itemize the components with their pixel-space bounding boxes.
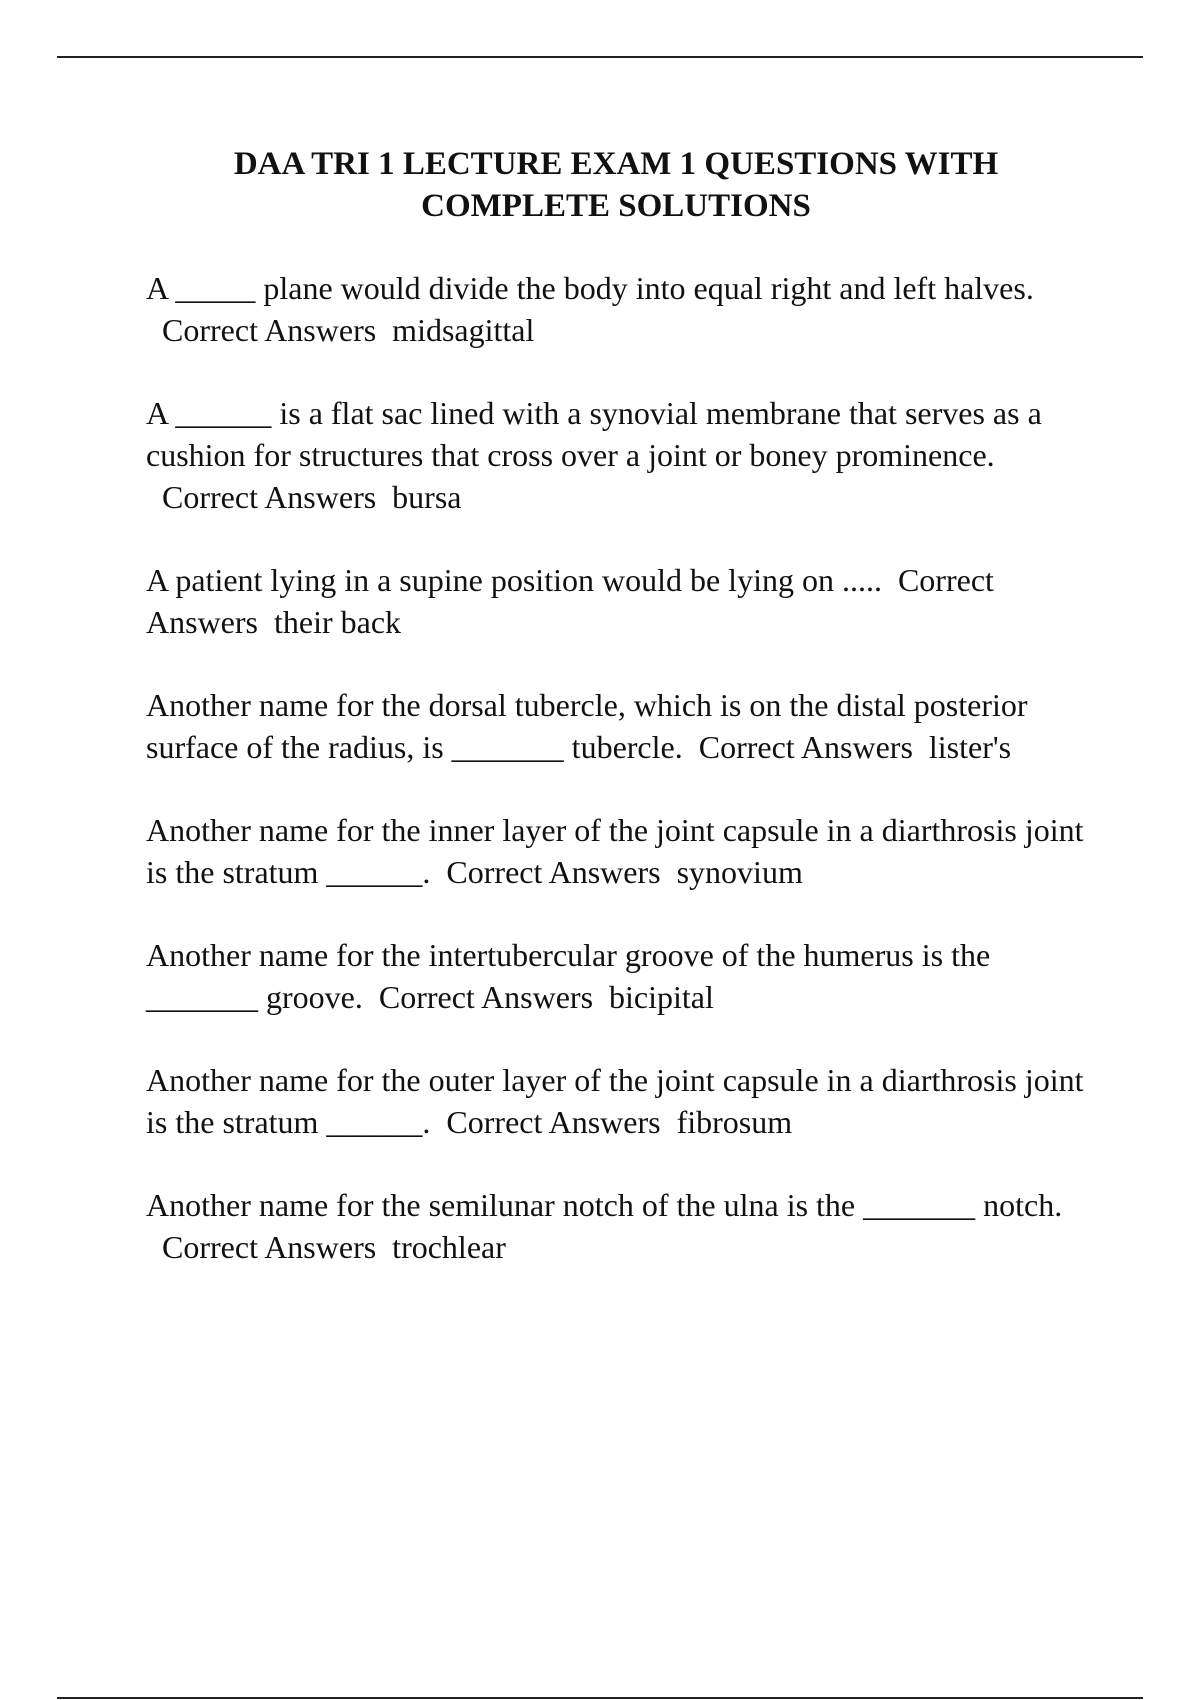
answer-text: synovium [676,854,803,890]
answer-label: Correct Answers [162,1229,377,1265]
question-text: A ______ is a flat sac lined with a synovial membrane that serves as a cushion for structures that cross over a joint or boney prominence. [146,395,1042,473]
qa-item [146,934,1086,1018]
answer-text: their back [273,604,402,640]
bottom-rule [57,1697,1143,1699]
qa-item [146,392,1086,518]
qa-item [146,1059,1086,1143]
answer-label: Correct Answers [446,854,661,890]
question-text: Another name for the semilunar notch of the ulna is the _______ notch. [146,1187,1063,1223]
answer-text: fibrosum [676,1104,793,1140]
qa-item [146,559,1086,643]
question-text: Another name for the intertubercular groove of the humerus is the _______ groove. [146,937,991,1015]
document-page [146,143,1086,1309]
qa-item [146,1184,1086,1268]
qa-item [146,684,1086,768]
qa-item [146,809,1086,893]
answer-label: Correct Answers [162,479,377,515]
answer-label: Correct Answers [162,312,377,348]
answer-label: Correct Answers [698,729,913,765]
answer-label: Correct Answers [378,979,594,1015]
question-text: Another name for the outer layer of the joint capsule in a diarthrosis joint is the stratum ______. [146,1062,1084,1140]
answer-text: trochlear [392,1229,506,1265]
question-text: Another name for the dorsal tubercle, which is on the distal posterior surface of the radius, is _______ tubercle. [146,687,1028,765]
document-title: DAA TRI 1 LECTURE EXAM 1 QUESTIONS WITH COMPLETE SOLUTIONS [233,146,999,224]
question-text: A patient lying in a supine position would be lying on ..... [146,562,882,598]
answer-text: midsagittal [392,312,535,348]
answer-text: bursa [392,479,462,515]
answer-text: bicipital [609,979,714,1015]
question-text: Another name for the inner layer of the joint capsule in a diarthrosis joint is the stratum ______. [146,812,1084,890]
question-text: A _____ plane would divide the body into equal right and left halves. [146,270,1034,306]
answer-label: Correct Answers [146,562,994,640]
top-rule [57,56,1143,58]
qa-item [146,267,1086,351]
answer-label: Correct Answers [446,1104,661,1140]
answer-text: lister's [928,729,1012,765]
